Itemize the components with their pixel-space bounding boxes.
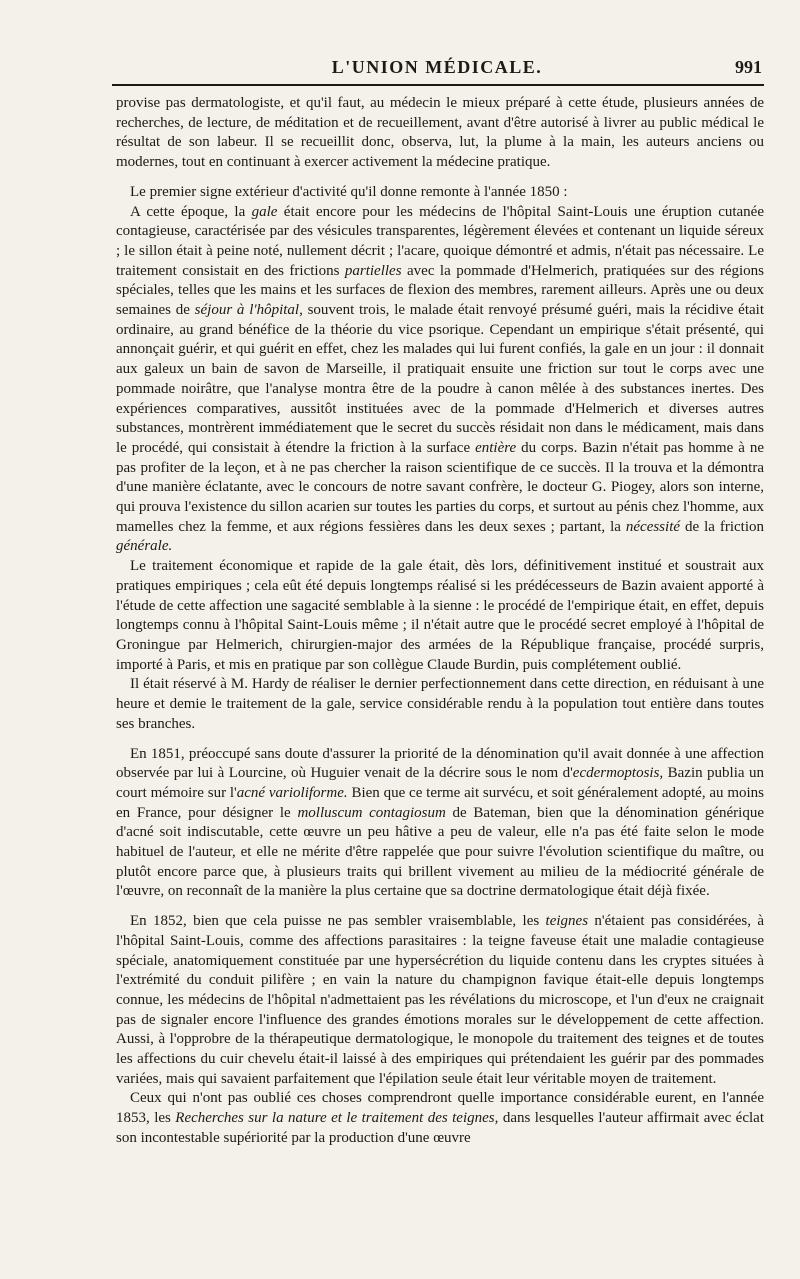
paragraph xyxy=(116,557,764,675)
paragraph xyxy=(116,675,764,734)
text-run: En 1852, bien que cela puisse ne pas sembler vraisemblable, les xyxy=(130,913,546,930)
italic-run: entière xyxy=(475,439,517,456)
italic-run: teignes xyxy=(545,913,589,930)
italic-run: acné varioliforme. xyxy=(236,784,348,801)
text-run: Ceux qui n'ont pas oublié ces choses comprendront quelle importance considérable eurent, en l'année 1853, les xyxy=(116,1090,764,1127)
text-run: était encore pour les médecins de l'hôpital Saint-Louis une éruption cutanée contagieuse, caractérisée par des vésicules transparentes, légèrement élevées et contenant un liquide séreux ; le sillon était à peine noté, nullement décrit ; l'acare, quoique démontré et admis, n'était pas nécessaire. Le traitement consistait en des frictions xyxy=(116,203,764,279)
text-run: souvent trois, le malade était renvoyé présumé guéri, mais la récidive était ordinaire, au grand bénéfice de la théorie du vice psorique. Cependant un empirique s'était présenté, qui annonçait guérir, et qui guérit en effet, chez les malades qui lui furent confiés, la gale en un jour : il donnait aux galeux un bain de savon de Marseille, il pratiquait ensuite une friction sur tout le corps avec une pommade noirâtre, que l'analyse montra être de la poudre à canon mêlée à des substances inertes. Des expériences comparatives, aussitôt instituées avec de la pommade d'Helmerich et diverses autres substances, montrèrent immédiatement que le secret du succès résidait non dans le médicament, mais dans le procédé, qui consistait à étendre la friction à la surface xyxy=(116,302,764,456)
paragraph xyxy=(116,745,764,903)
text-run: Bazin publia un court mémoire sur l' xyxy=(116,765,764,801)
paragraph xyxy=(116,183,764,203)
italic-run: nécessité xyxy=(625,518,681,535)
text-run: Bien que ce terme ait survécu, et soit généralement adopté, au moins en France, pour désigner le xyxy=(116,784,765,821)
italic-run: partielles xyxy=(344,262,402,279)
text-run: Le traitement économique et rapide de la gale était, dès lors, définitivement institué et soustrait aux pratiques empiriques ; cela eût été depuis longtemps réalisé si les prédécesseurs de Bazin avaient apporté à l'étude de cette affection une sagacité semblable à la sienne : le procédé de l'empirique était, en effet, depuis longtemps connu à l'hôpital Saint-Louis même ; il n'était autre que le procédé secret employé à l'hôpital de Groningue par Helmerich, chirurgien-major des armées de la République française, procédé surpris, importé à Paris, et mis en pratique par son collègue Claude Burdin, puis complétement oublié. xyxy=(116,558,764,673)
text-run: provise pas dermatologiste, et qu'il faut, au médecin le mieux préparé à cette étude, plusieurs années de recherches, de lecture, de méditation et de recueillement, avant d'être autorisé à livrer au public médical le résultat de son labeur. Il se recueillit donc, observa, lut, la plume à la main, les auteurs anciens ou modernes, tout en continuant à exercer activement la médecine pratique. xyxy=(116,95,764,171)
article-body xyxy=(116,94,764,1149)
text-run: avec la pommade d'Helmerich, pratiquées sur des régions spéciales, telles que les mains et les surfaces de flexion des membres, rarement ailleurs. Après une ou deux semaines de xyxy=(116,262,764,319)
text-run: du corps. Bazin n'était pas homme à ne pas profiter de la leçon, et à ne pas chercher la raison scientifique de ce succès. Il la trouva et la démontra d'une manière éclatante, avec le concours de notre savant confrère, le docteur G. Piogey, alors son interne, qui prouva l'existence du sillon acarien sur toutes les parties du corps, et surtout au pénis chez l'homme, aux mamelles chez la femme, et aux régions fessières dans les deux sexes ; partant, la xyxy=(116,439,764,535)
text-run: de Bateman, bien que la dénomination générique d'acné soit indiscutable, cette œuvre un peu hâtive a peu de valeur, elle n'a pas été faite selon le mode habituel de l'auteur, et elle ne mérite d'être rappelée que pour suivre l'évolution scientifique du maître, ou plutôt encore parce que, à plusieurs traits qui brillent vivement au milieu de la médiocrité générale de l'œuvre, on reconnaît de la manière la plus certaine que sa doctrine dermatologique était déjà fixée. xyxy=(116,804,764,900)
italic-run: séjour à l'hôpital, xyxy=(194,302,303,319)
journal-title: L'UNION MÉDICALE. xyxy=(331,57,543,77)
text-run: Il était réservé à M. Hardy de réaliser le dernier perfectionnement dans cette direction, en réduisant à une heure et demie le traitement de la gale, service considérable rendu à la population tout entière dans toutes ses branches. xyxy=(116,676,764,732)
text-run: Le premier signe extérieur d'activité qu'il donne remonte à l'année 1850 : xyxy=(130,183,568,200)
italic-run: générale. xyxy=(116,538,173,555)
italic-run: gale xyxy=(251,203,278,220)
text-run: dans lesquelles l'auteur affirmait avec éclat son incontestable supériorité par la production d'une œuvre xyxy=(116,1110,764,1146)
text-run: de la friction xyxy=(680,518,764,535)
paragraph xyxy=(116,94,764,173)
italic-run: Recherches sur la nature et le traitement des teignes, xyxy=(175,1110,499,1127)
page-number: 991 xyxy=(735,57,762,77)
text-run: A cette époque, la xyxy=(130,203,252,220)
paragraph xyxy=(116,203,764,558)
text-run: n'étaient pas considérées, à l'hôpital Saint-Louis, comme des affections parasitaires : la teigne faveuse était une maladie contagieuse spéciale, anatomiquement constituée par une hypersécrétion du liquide contenu dans les cryptes situées à l'extrémité du conduit pilifère ; en vain la nature du champignon favique était-elle depuis longtemps connue, les médecins de l'hôpital n'admettaient pas les révélations du microscope, et l'un d'eux ne craignait pas de signaler encore l'influence des grandes émotions morales sur le développement de cette affection. Aussi, à l'opprobre de la thérapeutique dermatologique, le monopole du traitement des teignes et de toutes les affections du cuir chevelu était-il laissé à des empiriques qui prétendaient les guérir par des pommades variées, mais qui savaient parfaitement que l'épilation seule était leur véritable moyen de traitement. xyxy=(116,913,764,1087)
text-run: En 1851, préoccupé sans doute d'assurer la priorité de la dénomination qu'il avait donnée à une affection observée par lui à Lourcine, où Huguier venait de la décrire sous le nom d' xyxy=(116,745,764,782)
paragraph xyxy=(116,1089,764,1148)
running-header xyxy=(112,57,762,87)
italic-run: ecdermoptosis, xyxy=(572,765,664,782)
header-rule xyxy=(112,84,764,86)
italic-run: molluscum contagiosum xyxy=(297,804,446,821)
paragraph xyxy=(116,912,764,1089)
